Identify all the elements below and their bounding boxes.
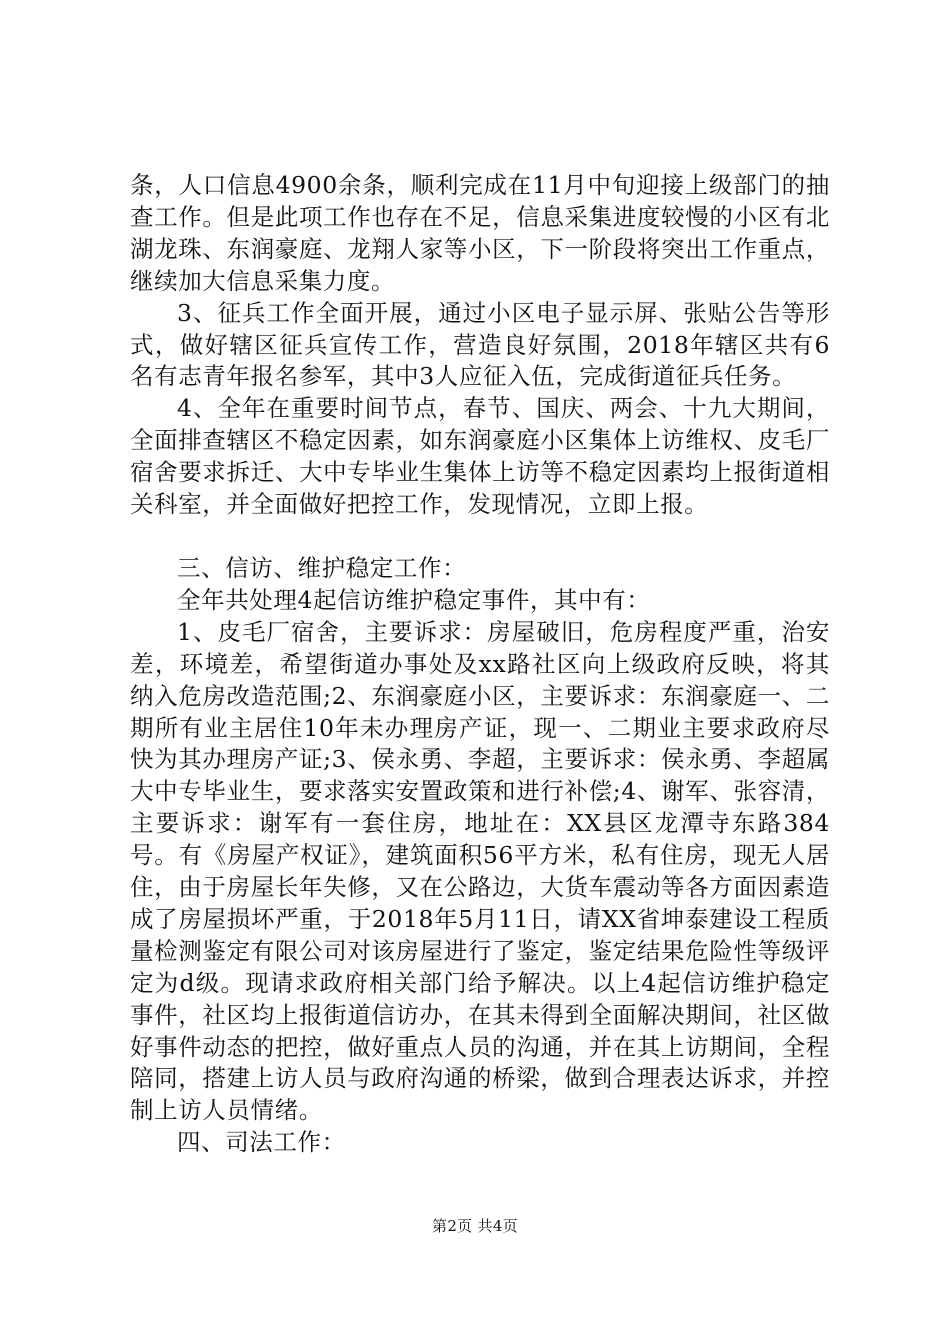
page-number-footer: 第2页 共4页	[432, 1217, 518, 1235]
document-body	[130, 170, 830, 1159]
paragraph-petition-details: 1、皮毛厂宿舍，主要诉求：房屋破旧，危房程度严重，治安差，环境差，希望街道办事处及xx路社区向上级政府反映，将其纳入危房改造范围;2、东润豪庭小区，主要诉求：东润豪庭一、二期所有业主居住10年未办理房产证，现一、二期业主要求政府尽快为其办理房产证;3、侯永勇、李超，主要诉求：侯永勇、李超属大中专毕业生，要求落实安置政策和进行补偿;4、谢军、张容清，主要诉求：谢军有一套住房，地址在：XX县区龙潭寺东路384号。有《房屋产权证》，建筑面积56平方米，私有住房，现无人居住，由于房屋长年失修，又在公路边，大货车震动等各方面因素造成了房屋损坏严重，于2018年5月11日，请XX省坤泰建设工程质量检测鉴定有限公司对该房屋进行了鉴定，鉴定结果危险性等级评定为d级。现请求政府相关部门给予解决。以上4起信访维护稳定事件，社区均上报街道信访办，在其未得到全面解决期间，社区做好事件动态的把控，做好重点人员的沟通，并在其上访期间，全程陪同，搭建上访人员与政府沟通的桥梁，做到合理表达诉求，并控制上访人员情绪。	[130, 617, 830, 1125]
paragraph-info-collection-continued: 条，人口信息4900余条，顺利完成在11月中旬迎接上级部门的抽查工作。但是此项工作也存在不足，信息采集进度较慢的小区有北湖龙珠、东润豪庭、龙翔人家等小区，下一阶段将突出工作重点，继续加大信息采集力度。	[130, 171, 830, 295]
paragraph-petition-summary: 全年共处理4起信访维护稳定事件，其中有：	[177, 585, 651, 614]
section-heading-petitions: 三、信访、维护稳定工作：	[177, 553, 467, 582]
section-heading-judicial: 四、司法工作：	[177, 1128, 346, 1157]
paragraph-stability-screening: 4、全年在重要时间节点，春节、国庆、两会、十九大期间，全面排查辖区不稳定因素，如东润豪庭小区集体上访维权、皮毛厂宿舍要求拆迁、大中专毕业生集体上访等不稳定因素均上报街道相关科室，并全面做好把控工作，发现情况，立即上报。	[130, 394, 830, 519]
paragraph-conscription: 3、征兵工作全面开展，通过小区电子显示屏、张贴公告等形式，做好辖区征兵宣传工作，营造良好氛围，2018年辖区共有6名有志青年报名参军，其中3人应征入伍，完成街道征兵任务。	[130, 298, 830, 391]
